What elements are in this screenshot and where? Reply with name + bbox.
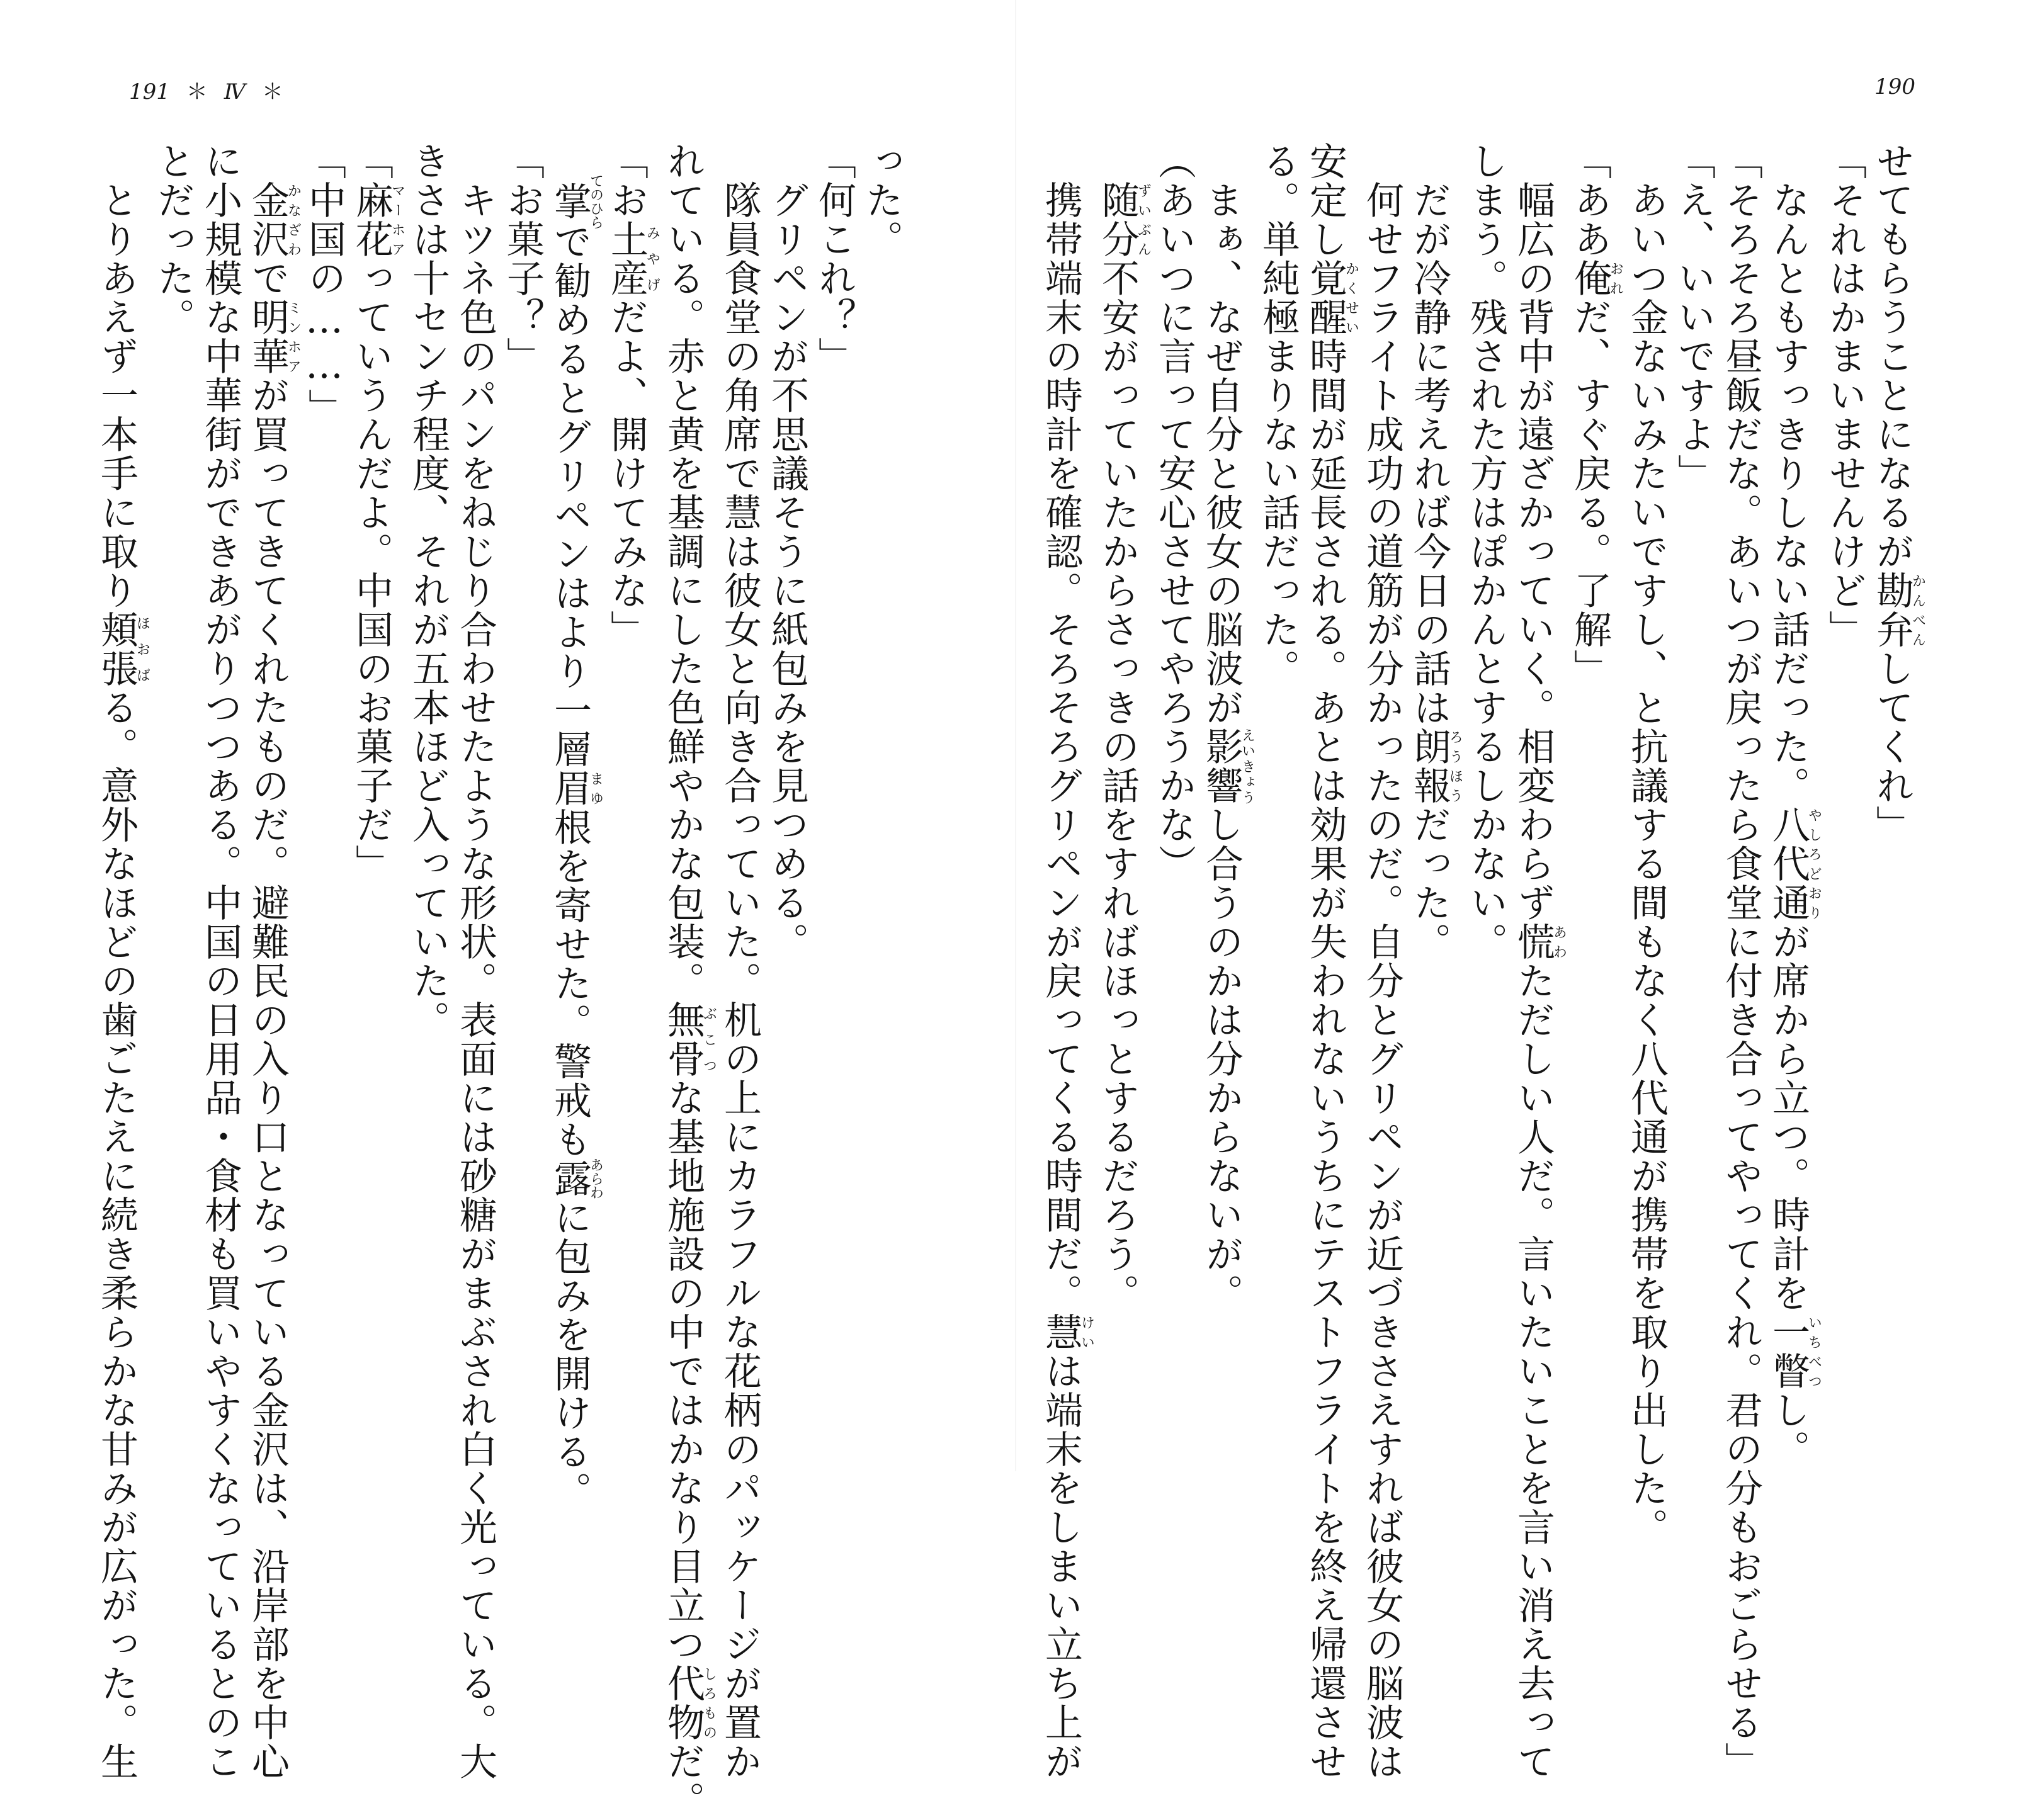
ruby-reading: かくせい (1343, 259, 1359, 337)
text-run: あいつ金ないみたいですし、と抗議する間もなく八代通が携帯を取り出した。 (1624, 142, 1669, 1547)
ornament-star: ＊ (186, 79, 208, 105)
text-line (858, 142, 905, 1372)
ruby-word (604, 220, 660, 298)
ruby-base: 随分 (1096, 181, 1140, 259)
text-line (1509, 142, 1567, 1781)
ruby-reading: あわ (1551, 922, 1567, 961)
ruby-base: 眉 (548, 769, 592, 808)
text-run: 「それはかまいませんけど」 (1823, 142, 1867, 649)
ruby-base: 頬張 (94, 610, 139, 688)
text-run: る。単純極まりない話だった。 (1256, 142, 1300, 688)
text-run: が席から立つ。時計を (1766, 922, 1810, 1313)
ruby-base: 露 (548, 1158, 592, 1199)
ruby-base: 麻花 (349, 181, 394, 259)
text-run: しまう。残された方はぽかんとするしかない。 (1464, 142, 1508, 961)
text-run: グリペンが不思議そうに紙包みを見つめる。 (765, 142, 809, 961)
text-run: だった。 (1407, 805, 1451, 961)
text-run: に包みを開ける。 (548, 1198, 592, 1510)
ruby-reading: けい (1079, 1313, 1095, 1352)
ruby-reading: あらわ (587, 1158, 604, 1199)
ruby-word (1303, 259, 1359, 337)
text-line (244, 142, 302, 1781)
text-run: 隊員食堂の角席で慧は彼女と向き合っていた。机の上にカラフルな花柄のパッケージが置か (718, 142, 762, 1781)
left-page-number: 191 (129, 79, 170, 105)
text-run: キツネ色のパンをねじり合わせたような形状。表面には砂糖がまぶされ白く光っている。大 (453, 142, 497, 1781)
text-line (1462, 142, 1509, 1372)
ruby-base: 一瞥 (1766, 1313, 1810, 1391)
text-run: 「お菓子？」 (501, 142, 545, 376)
text-run: っていうんだよ。中国のお菓子だ」 (349, 259, 394, 883)
text-line (1405, 142, 1462, 1372)
text-run: だが冷静に考えれば今日の話は (1407, 142, 1451, 727)
text-line (1254, 142, 1301, 1372)
text-run: 「ああ (1568, 142, 1612, 259)
ruby-word (1568, 259, 1624, 298)
text-line (1358, 142, 1405, 1781)
text-run: 「 (349, 142, 394, 181)
text-run: 「中国の……」 (302, 142, 346, 427)
chapter-marker: Ⅳ (224, 79, 246, 105)
text-run: は端末をしまい立ち上が (1039, 1352, 1083, 1781)
text-run: だ、すぐ戻る。了解」 (1568, 298, 1612, 688)
text-run: で勧めるとグリペンはより一層 (548, 222, 592, 769)
text-line (451, 142, 499, 1781)
text-run: る。意外なほどの歯ごたえに続き柔らかな甘みが広がった。生 (94, 688, 139, 1781)
text-line (404, 142, 451, 1372)
ruby-word (661, 1000, 717, 1078)
text-run: （あいつに言って安心させてやろうかな） (1152, 142, 1196, 883)
ruby-base: 土産 (604, 220, 649, 298)
ruby-reading: えいきょう (1239, 727, 1256, 805)
text-run: だ。 (661, 1742, 705, 1820)
text-run: してくれ」 (1870, 649, 1914, 844)
text-run: が買ってきてくれたものだ。避難民の入り口となっている金沢は、沿岸部を中心 (246, 376, 290, 1781)
ruby-reading: ミンホア (285, 298, 302, 376)
text-run: で (246, 259, 290, 298)
text-line (1821, 142, 1868, 1372)
text-run: とだった。 (151, 142, 195, 337)
ruby-word (1870, 571, 1926, 649)
text-line (659, 142, 717, 1820)
ruby-word (1511, 922, 1567, 961)
right-page-number: 190 (1874, 74, 1915, 99)
ruby-word (548, 769, 604, 808)
text-run: し。 (1766, 1391, 1810, 1469)
ruby-reading: しろもの (701, 1664, 717, 1742)
text-run: 時間が延長される。あとは効果が失われないうちにテストフライトを終え帰還させ (1303, 337, 1347, 1781)
ruby-reading: ほおば (134, 610, 150, 688)
ruby-reading: ぶこつ (701, 1000, 717, 1078)
right-page-text (1039, 142, 1926, 1781)
ruby-base: 掌 (548, 174, 592, 229)
text-run: 「お (604, 142, 649, 220)
ruby-reading: マーホア (389, 181, 405, 259)
ruby-word (349, 181, 405, 259)
text-run: だよ、開けてみな」 (604, 298, 649, 649)
ruby-word (1096, 181, 1152, 259)
text-line (348, 142, 404, 1372)
ruby-reading: みやげ (644, 220, 660, 298)
ruby-base: 金沢 (246, 181, 290, 259)
text-run: なんともすっきりしない話だった。 (1766, 142, 1810, 805)
text-run: とりあえず一本手に取り (94, 142, 139, 610)
text-line (1198, 142, 1254, 1372)
text-run (1096, 142, 1140, 181)
text-line (1764, 142, 1822, 1469)
ruby-base: 勘弁 (1870, 571, 1914, 649)
text-line (603, 142, 659, 1372)
ruby-word (1039, 1313, 1095, 1352)
text-run: きさは十センチ程度、それが五本ほど入っていた。 (406, 142, 450, 1039)
ruby-reading: やしろどおり (1806, 805, 1822, 922)
text-run: な基地施設の中ではかなり目立つ (661, 1078, 705, 1664)
text-line (1301, 142, 1359, 1781)
text-line (810, 142, 858, 1372)
ruby-reading: ずいぶん (1135, 181, 1152, 259)
text-line (1094, 142, 1150, 1372)
text-run: に小規模な中華街ができあがりつつある。中国の日用品・食材も買いやすくなっているとのこ (198, 142, 242, 1781)
text-run: 安定し (1303, 142, 1347, 259)
ruby-word (246, 298, 302, 376)
text-line (1670, 142, 1717, 1372)
text-line (1623, 142, 1670, 1547)
left-page-header (129, 74, 300, 105)
text-run: 「そろそろ昼飯だな。あいつが戻ったら食堂に付き合ってやってくれ。君の分もおごらせる」 (1719, 142, 1763, 1781)
ruby-base: 慌 (1511, 922, 1555, 961)
ruby-base: 明華 (246, 298, 290, 376)
text-run: まぁ、なぜ自分と彼女の脳波が (1199, 142, 1244, 727)
text-line (1717, 142, 1764, 1781)
ruby-word (661, 1664, 717, 1742)
ruby-base: 無骨 (661, 1000, 705, 1078)
ornament-star: ＊ (261, 79, 283, 105)
text-run: 「え、いいですよ」 (1672, 142, 1716, 493)
text-run: った。 (859, 142, 904, 259)
ruby-base: 朗報 (1407, 727, 1451, 805)
text-run: し合うのかは分からないが。 (1199, 805, 1244, 1313)
ruby-base: 八代通 (1766, 805, 1810, 922)
text-run (246, 142, 290, 181)
ruby-reading: まゆ (587, 769, 604, 808)
ruby-word (1766, 805, 1822, 922)
ruby-word (94, 610, 150, 688)
ruby-base: 俺 (1568, 259, 1612, 298)
text-run: 幅広の背中が遠ざかっていく。相変わらず (1511, 142, 1555, 922)
text-run: 根を寄せた。警戒も (548, 808, 592, 1159)
right-page-header (1874, 74, 1915, 99)
ruby-reading: てのひら (587, 174, 604, 229)
ruby-reading: ろうほう (1447, 727, 1463, 805)
left-page-text (94, 142, 905, 1820)
ruby-word (548, 1158, 604, 1199)
text-line (763, 142, 810, 1372)
text-line (546, 142, 604, 1510)
ruby-base: 慧 (1039, 1313, 1083, 1352)
ruby-reading: いちべつ (1806, 1313, 1822, 1391)
text-line (1868, 142, 1925, 1372)
text-run: 「何これ？」 (812, 142, 856, 376)
text-line (1566, 142, 1623, 1372)
text-line (1150, 142, 1198, 1372)
text-line (1037, 142, 1095, 1781)
text-run: 不安がっていたからさっきの話をすればほっとするだろう。 (1096, 259, 1140, 1313)
ruby-word (1199, 727, 1256, 805)
text-line (149, 142, 196, 1372)
text-run: ただしい人だ。言いたいことを言い消え去って (1511, 961, 1555, 1781)
text-line (716, 142, 763, 1781)
text-run: れている。赤と黄を基調にした色鮮やかな包装。 (661, 142, 705, 1000)
ruby-word (246, 181, 302, 259)
page-gutter (1015, 0, 1016, 1471)
ruby-word (1407, 727, 1463, 805)
ruby-word (1766, 1313, 1822, 1391)
ruby-reading: かなざわ (285, 181, 302, 259)
ruby-base: 代物 (661, 1664, 705, 1742)
ruby-reading: おれ (1607, 259, 1624, 298)
text-line (499, 142, 546, 1372)
ruby-reading: かんべん (1910, 571, 1926, 649)
text-run: せてもらうことになるが (1870, 142, 1914, 571)
text-run: 何せフライト成功の道筋が分かったのだ。自分とグリペンが近づきさえすれば彼女の脳波は (1360, 142, 1404, 1781)
ruby-word (548, 174, 604, 229)
ruby-base: 覚醒 (1303, 259, 1347, 337)
ruby-base: 影響 (1199, 727, 1244, 805)
text-line (300, 142, 348, 1372)
text-run: 携帯端末の時計を確認。そろそろグリペンが戻ってくる時間だ。 (1039, 142, 1083, 1313)
text-line (196, 142, 244, 1781)
text-line (93, 142, 150, 1781)
